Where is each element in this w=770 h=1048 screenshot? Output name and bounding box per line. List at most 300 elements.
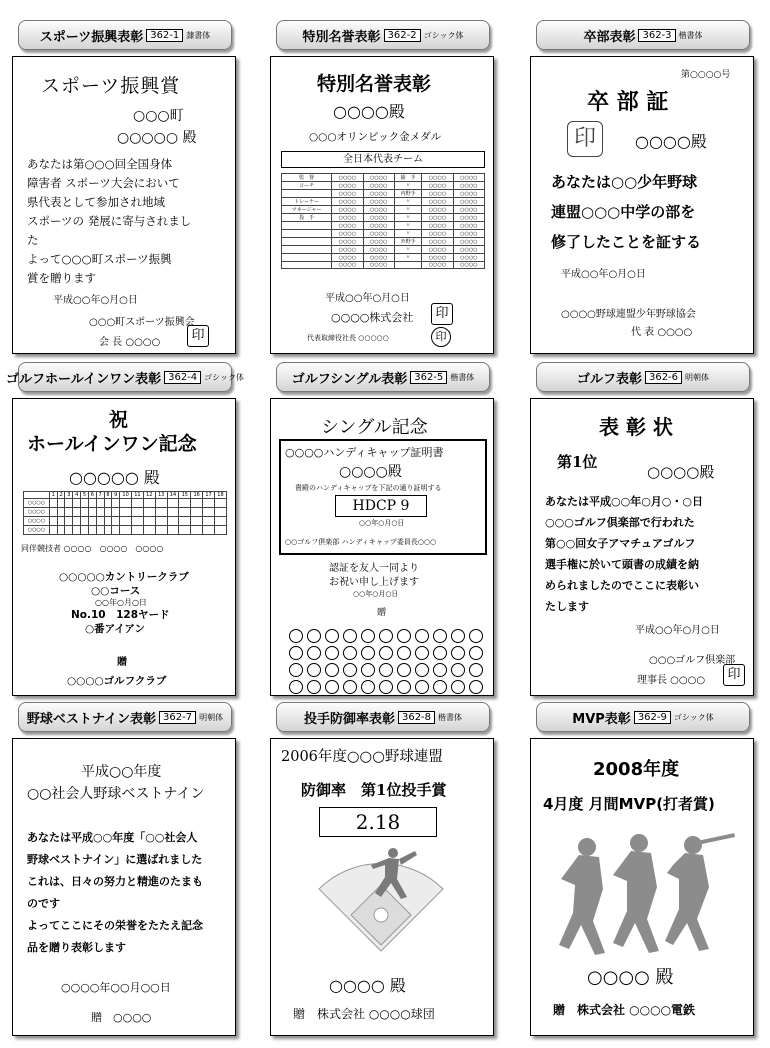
seal-stamp: 印 xyxy=(567,121,603,157)
companions: 同伴競技者 ○○○○ ○○○○ ○○○○ xyxy=(21,544,164,553)
roster-cell: ○○○○ xyxy=(453,214,484,222)
cert-title: 卒 部 証 xyxy=(587,89,669,115)
cert-body: あなたは第○○○回全国身体 障害者 スポーツ大会において 県代表として参加され地域 スポーツの 発展に寄与されまし た よって○○○町スポーツ振興 賞を贈ります xyxy=(27,157,192,285)
product-code: 362-8 xyxy=(398,711,435,724)
roster-cell: 〃 xyxy=(394,206,422,214)
hole-info: No.10 128ヤード xyxy=(71,609,170,621)
score-cell xyxy=(155,508,167,517)
cert-title-1: 平成○○年度 xyxy=(81,764,162,780)
roster-cell: ○○○○ xyxy=(453,238,484,246)
roster-cell xyxy=(282,190,332,198)
roster-cell: ○○○○ xyxy=(363,198,394,206)
roster-cell xyxy=(282,222,332,230)
score-cell xyxy=(132,517,144,526)
roster-cell: ○○○○ xyxy=(332,262,363,269)
signature-circle xyxy=(361,680,375,694)
score-cell xyxy=(57,499,65,508)
product-code: 362-7 xyxy=(159,711,196,724)
hole-number: 11 xyxy=(132,492,144,499)
cert-body: あなたは平成○○年度「○○社会人 野球ベストナイン」に選ばれました これは、日々の努力と精進のたまも のです よってここにその栄誉をたたえ記念 品を贈り表彰します xyxy=(27,831,203,954)
roster-row xyxy=(282,190,485,198)
cert-recipient: ○○○○殿 xyxy=(635,132,707,151)
score-cell xyxy=(88,526,96,535)
font-style: 隷書体 xyxy=(186,30,211,40)
signature-circle xyxy=(397,646,411,660)
roster-row xyxy=(282,214,485,222)
signature-circle xyxy=(325,646,339,660)
roster-cell: ○○○○ xyxy=(363,174,394,182)
score-cell xyxy=(104,499,112,508)
product-name: スポーツ振興表彰 xyxy=(39,29,144,45)
roster-row xyxy=(282,198,485,206)
roster-cell: ○○○○ xyxy=(422,206,453,214)
signature-circle xyxy=(307,680,321,694)
score-cell xyxy=(81,517,89,526)
cert-title-1: 2006年度○○○野球連盟 xyxy=(281,749,443,765)
cert-org: ○○ゴルフ倶楽部 ハンディキャップ委員長○○○ xyxy=(285,538,437,546)
signature-circle xyxy=(361,629,375,643)
font-style: 楷書体 xyxy=(678,30,703,40)
roster-cell: ○○○○ xyxy=(453,230,484,238)
score-cell xyxy=(57,517,65,526)
cert-recipient: ○○○○殿 xyxy=(333,102,405,121)
score-cell xyxy=(88,517,96,526)
cert-body: あなたは○○少年野球 連盟○○○中学の部を 修了したことを証する xyxy=(551,173,702,251)
roster-cell: ○○○○ xyxy=(363,214,394,222)
batter-silhouette-illustration xyxy=(547,829,737,959)
roster-row xyxy=(282,254,485,262)
signature-circle xyxy=(415,629,429,643)
roster-cell: ○○○○ xyxy=(422,238,453,246)
signature-circle xyxy=(379,646,393,660)
score-cell xyxy=(49,517,57,526)
product-name: 野球ベストナイン表彰 xyxy=(26,711,157,727)
roster-row xyxy=(282,246,485,254)
font-style: ゴシック体 xyxy=(204,372,244,382)
product-362-5 xyxy=(270,362,510,707)
roster-cell: 〃 xyxy=(394,254,422,262)
signature-circle xyxy=(451,629,465,643)
score-cell xyxy=(49,526,57,535)
roster-cell: ○○○○ xyxy=(332,190,363,198)
score-cell xyxy=(143,499,155,508)
course-name: ○○コース xyxy=(91,585,141,597)
club-used: ○番アイアン xyxy=(85,623,145,635)
score-cell xyxy=(96,526,104,535)
score-cell xyxy=(104,508,112,517)
roster-cell: ○○○○ xyxy=(422,174,453,182)
roster-cell: ○○○○ xyxy=(422,222,453,230)
score-cell xyxy=(132,499,144,508)
signature-circle xyxy=(379,663,393,677)
signature-circle xyxy=(433,629,447,643)
signature-circle xyxy=(343,680,357,694)
certificate-preview xyxy=(270,56,494,354)
signature-circle xyxy=(289,646,303,660)
roster-cell: ○○○○ xyxy=(422,230,453,238)
roster-row xyxy=(282,222,485,230)
roster-row xyxy=(282,238,485,246)
roster-cell xyxy=(282,246,332,254)
roster-row xyxy=(282,174,485,182)
signature-circle xyxy=(469,646,483,660)
roster-cell: トレーナー xyxy=(282,198,332,206)
roster-cell: 監 督 xyxy=(282,174,332,182)
score-cell xyxy=(73,517,81,526)
score-cell xyxy=(203,517,215,526)
signature-circle xyxy=(343,646,357,660)
seal-stamp-2: 印 xyxy=(431,327,451,347)
score-cell xyxy=(179,517,191,526)
hole-number: 17 xyxy=(203,492,215,499)
score-cell xyxy=(112,499,120,508)
score-row xyxy=(24,517,227,526)
score-cell xyxy=(167,517,179,526)
roster-cell: ○○○○ xyxy=(332,230,363,238)
product-tag xyxy=(536,362,750,392)
hole-number: 1 xyxy=(49,492,57,499)
score-cell xyxy=(120,508,132,517)
signature-circle xyxy=(397,663,411,677)
product-362-1 xyxy=(12,20,252,365)
hdcp-box: HDCP 9 xyxy=(335,495,427,517)
roster-row xyxy=(282,206,485,214)
certificate-preview xyxy=(270,398,494,696)
product-tag xyxy=(536,702,750,732)
product-362-8 xyxy=(270,702,510,1047)
product-362-3 xyxy=(530,20,770,365)
roster-cell: ○○○○ xyxy=(422,190,453,198)
score-cell xyxy=(179,508,191,517)
score-cell xyxy=(191,508,203,517)
signature-circle xyxy=(325,629,339,643)
cert-town: ○○○町 xyxy=(133,108,184,124)
score-cell xyxy=(203,499,215,508)
roster-cell xyxy=(282,230,332,238)
roster-cell: ○○○○ xyxy=(453,182,484,190)
signature-circle xyxy=(451,663,465,677)
score-cell xyxy=(81,526,89,535)
roster-cell: ○○○○ xyxy=(332,198,363,206)
player-name: ○○○○ xyxy=(24,508,50,517)
hole-number: 7 xyxy=(96,492,104,499)
score-header-row xyxy=(24,492,227,499)
roster-cell: ○○○○ xyxy=(422,182,453,190)
roster-cell: ○○○○ xyxy=(332,238,363,246)
roster-cell: マネージャー xyxy=(282,206,332,214)
signature-circle xyxy=(361,646,375,660)
signature-circle xyxy=(415,680,429,694)
product-tag xyxy=(18,20,232,50)
cert-date-2: ○○年○月○日 xyxy=(353,590,399,598)
score-cell xyxy=(65,517,73,526)
score-cell xyxy=(57,508,65,517)
product-code: 362-6 xyxy=(645,371,682,384)
hole-number: 13 xyxy=(155,492,167,499)
cert-sign: 会 長 ○○○○ xyxy=(99,337,161,348)
cert-title-2: ホールインワン記念 xyxy=(27,433,197,455)
roster-cell: 〃 xyxy=(394,182,422,190)
club-name: ○○○○○カントリークラブ xyxy=(59,571,189,583)
score-cell xyxy=(143,526,155,535)
score-cell xyxy=(191,526,203,535)
font-style: 楷書体 xyxy=(438,712,463,722)
roster-cell: ○○○○ xyxy=(363,238,394,246)
cert-title: スポーツ振興賞 xyxy=(41,75,181,97)
era-box: 2.18 xyxy=(319,807,437,837)
roster-cell: ○○○○ xyxy=(453,222,484,230)
score-cell xyxy=(155,517,167,526)
product-tag xyxy=(536,20,750,50)
signature-circle xyxy=(469,663,483,677)
signature-circle xyxy=(361,663,375,677)
score-cell xyxy=(179,526,191,535)
score-cell xyxy=(143,508,155,517)
player-name: ○○○○ xyxy=(24,526,50,535)
team-name: 全日本代表チーム xyxy=(281,151,485,168)
cert-subtitle: ○○○オリンピック金メダル xyxy=(309,131,442,143)
roster-row xyxy=(282,182,485,190)
gift-label: 贈 ○○○○ xyxy=(91,1011,152,1024)
score-cell xyxy=(132,508,144,517)
score-corner xyxy=(24,492,50,499)
roster-cell: ○○○○ xyxy=(453,174,484,182)
score-cell xyxy=(104,517,112,526)
score-cell xyxy=(167,499,179,508)
hole-number: 4 xyxy=(73,492,81,499)
signature-circle xyxy=(289,629,303,643)
roster-row xyxy=(282,262,485,269)
roster-cell: ○○○○ xyxy=(332,182,363,190)
signature-circle xyxy=(289,663,303,677)
hole-number: 3 xyxy=(65,492,73,499)
product-name: ゴルフ表彰 xyxy=(576,371,642,387)
score-cell xyxy=(191,499,203,508)
certificate-preview xyxy=(12,398,236,696)
score-cell xyxy=(214,517,226,526)
cert-recipient: ○○○○○ 殿 xyxy=(69,468,160,487)
cert-sign: 理事長 ○○○○ xyxy=(637,675,706,686)
roster-cell xyxy=(282,254,332,262)
cert-recipient: ○○○○殿 xyxy=(647,463,715,481)
roster-cell: ○○○○ xyxy=(422,198,453,206)
score-cell xyxy=(112,517,120,526)
product-code: 362-9 xyxy=(634,711,671,724)
score-cell xyxy=(88,499,96,508)
roster-cell: 投 手 xyxy=(282,214,332,222)
roster-cell: ○○○○ xyxy=(363,262,394,269)
signature-circle xyxy=(433,663,447,677)
signature-circle xyxy=(343,663,357,677)
hole-number: 5 xyxy=(81,492,89,499)
score-cell xyxy=(179,499,191,508)
score-row xyxy=(24,508,227,517)
score-cell xyxy=(65,499,73,508)
roster-cell: ○○○○ xyxy=(453,246,484,254)
baseball-field-illustration xyxy=(311,843,451,953)
product-name: 投手防御率表彰 xyxy=(303,711,395,727)
roster-cell: ○○○○ xyxy=(422,262,453,269)
signature-circle xyxy=(433,646,447,660)
roster-cell xyxy=(282,238,332,246)
cert-date: 平成○○年○月○日 xyxy=(561,269,646,280)
score-cell xyxy=(203,526,215,535)
hole-number: 8 xyxy=(104,492,112,499)
score-cell xyxy=(96,517,104,526)
product-362-2 xyxy=(270,20,510,365)
score-cell xyxy=(81,499,89,508)
font-style: ゴシック体 xyxy=(673,712,714,722)
roster-cell: ○○○○ xyxy=(363,206,394,214)
product-name: ゴルフホールインワン表彰 xyxy=(6,371,162,387)
signature-circle xyxy=(397,629,411,643)
cert-sign: 代表取締役社長 ○○○○○ xyxy=(307,334,389,342)
product-362-9 xyxy=(530,702,770,1047)
score-cell xyxy=(96,508,104,517)
score-cell xyxy=(73,508,81,517)
product-tag xyxy=(18,702,232,732)
hole-number: 10 xyxy=(120,492,132,499)
score-cell xyxy=(73,499,81,508)
font-style: 明朝体 xyxy=(685,372,710,382)
cert-title-2: 防御率 第1位投手賞 xyxy=(301,781,447,799)
cert-title-2: 4月度 月間MVP(打者賞) xyxy=(543,795,715,813)
product-tag xyxy=(276,20,490,50)
score-cell xyxy=(214,499,226,508)
score-cell xyxy=(96,499,104,508)
roster-cell xyxy=(394,262,422,269)
certificate-preview xyxy=(12,56,236,354)
roster-cell: 捕 手 xyxy=(394,174,422,182)
score-table xyxy=(23,491,227,535)
font-style: 楷書体 xyxy=(450,372,475,382)
score-row xyxy=(24,499,227,508)
score-cell xyxy=(104,526,112,535)
score-cell xyxy=(203,508,215,517)
handicap-certificate xyxy=(279,439,487,555)
score-cell xyxy=(155,526,167,535)
cert-date: 平成○○年○月○日 xyxy=(53,295,138,306)
cert-date: 平成○○年○月○日 xyxy=(325,293,410,304)
cert-title: シングル記念 xyxy=(321,417,428,438)
cert-title-2: ○○社会人野球ベストナイン xyxy=(27,786,205,802)
score-cell xyxy=(143,517,155,526)
cert-heading: ○○○○ハンディキャップ証明書 xyxy=(285,446,444,459)
certificate-preview xyxy=(530,738,754,1036)
cert-title-1: 2008年度 xyxy=(593,759,680,780)
certificate-preview xyxy=(12,738,236,1036)
roster-cell: 〃 xyxy=(394,214,422,222)
roster-cell: ○○○○ xyxy=(363,182,394,190)
cert-text: 貴殿のハンディキャップを下記の通り証明する xyxy=(295,484,442,492)
cert-date: ○○年○月○日 xyxy=(359,519,405,527)
roster-cell: ○○○○ xyxy=(453,190,484,198)
score-cell xyxy=(120,526,132,535)
font-style: 明朝体 xyxy=(199,712,224,722)
hole-number: 9 xyxy=(112,492,120,499)
roster-cell: ○○○○ xyxy=(332,174,363,182)
pitcher-mound xyxy=(374,908,388,922)
score-cell xyxy=(65,508,73,517)
message-1: 認証を友人一同より xyxy=(329,563,419,574)
signature-circle xyxy=(307,629,321,643)
signature-circles xyxy=(289,629,483,694)
score-row xyxy=(24,526,227,535)
product-tag xyxy=(276,702,490,732)
cert-recipient: ○○○○ 殿 xyxy=(329,976,406,995)
roster-cell: ○○○○ xyxy=(453,198,484,206)
seal-stamp: 印 xyxy=(187,325,209,347)
cert-org: ○○○町スポーツ振興会 xyxy=(89,317,195,328)
cert-recipient: ○○○○○ 殿 xyxy=(117,130,197,146)
product-362-4 xyxy=(6,362,252,707)
roster-cell: 内野手 xyxy=(394,190,422,198)
certificate-preview xyxy=(530,398,754,696)
signature-circle xyxy=(469,629,483,643)
roster-row xyxy=(282,230,485,238)
score-cell xyxy=(214,508,226,517)
hole-number: 2 xyxy=(57,492,65,499)
cert-company: ○○○○株式会社 xyxy=(331,311,414,324)
roster-cell: ○○○○ xyxy=(453,206,484,214)
cert-sign: 代 表 ○○○○ xyxy=(631,327,693,338)
signature-circle xyxy=(307,646,321,660)
certificate-preview xyxy=(270,738,494,1036)
score-cell xyxy=(57,526,65,535)
gift-label: 贈 株式会社 ○○○○電鉄 xyxy=(553,1003,696,1017)
score-cell xyxy=(73,526,81,535)
score-cell xyxy=(120,517,132,526)
score-cell xyxy=(49,508,57,517)
cert-title: 特別名誉表彰 xyxy=(317,73,432,95)
score-cell xyxy=(120,499,132,508)
score-cell xyxy=(81,508,89,517)
product-name: 卒部表彰 xyxy=(583,29,636,45)
product-name: ゴルフシングル表彰 xyxy=(291,371,408,387)
roster-cell: ○○○○ xyxy=(332,246,363,254)
cert-number: 第○○○○号 xyxy=(681,70,731,80)
roster-cell: 〃 xyxy=(394,198,422,206)
score-cell xyxy=(191,517,203,526)
signature-circle xyxy=(415,663,429,677)
gift-label: 贈 株式会社 ○○○○球団 xyxy=(293,1007,435,1021)
signature-circle xyxy=(433,680,447,694)
product-code: 362-5 xyxy=(410,371,447,384)
roster-cell xyxy=(282,262,332,269)
product-362-7 xyxy=(12,702,252,1047)
certificate-preview xyxy=(530,56,754,354)
player-name: ○○○○ xyxy=(24,499,50,508)
hole-number: 18 xyxy=(214,492,226,499)
score-cell xyxy=(112,508,120,517)
product-362-6 xyxy=(530,362,770,707)
roster-cell: ○○○○ xyxy=(332,214,363,222)
cert-date: 平成○○年○月○日 xyxy=(635,625,720,636)
cert-recipient: ○○○○殿 xyxy=(339,464,402,480)
signature-circle xyxy=(379,680,393,694)
score-cell xyxy=(155,499,167,508)
signature-circle xyxy=(325,663,339,677)
roster-cell: ○○○○ xyxy=(422,246,453,254)
signature-circle xyxy=(379,629,393,643)
product-tag xyxy=(276,362,490,392)
hole-number: 15 xyxy=(179,492,191,499)
roster-cell: ○○○○ xyxy=(363,246,394,254)
roster-table xyxy=(281,173,485,269)
gift-label: 贈 xyxy=(377,608,387,618)
cert-org: ○○○ゴルフ倶楽部 xyxy=(649,655,736,666)
roster-cell: ○○○○ xyxy=(363,190,394,198)
